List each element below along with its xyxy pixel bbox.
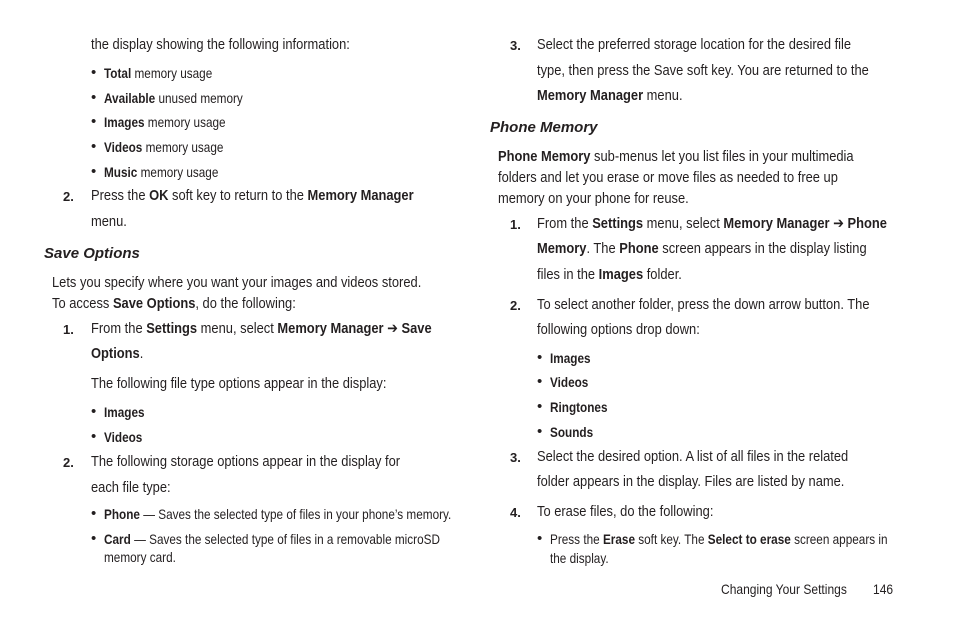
- file-type-images: Images: [104, 404, 145, 420]
- info-item-images: Images memory usage: [104, 114, 226, 130]
- page-number: 146: [873, 581, 894, 597]
- bullet: •: [91, 64, 97, 81]
- pm-step-2-text-cont: following options drop down:: [537, 321, 700, 338]
- bullet: •: [537, 398, 543, 415]
- bullet: •: [91, 428, 97, 445]
- step-number: 1.: [63, 322, 74, 337]
- step-number: 3.: [510, 38, 521, 53]
- step-2-text: Press the OK soft key to return to the Memory Manager: [91, 187, 414, 204]
- step-number: 3.: [510, 450, 521, 465]
- save-options-access: To access Save Options, do the following:: [52, 295, 296, 312]
- save-step-1-text: From the Settings menu, select Memory Manager ➔ Save: [91, 320, 432, 337]
- save-options-desc: Lets you specify where you want your images and videos stored.: [52, 274, 422, 291]
- phone-memory-desc-3: memory on your phone for reuse.: [498, 190, 689, 207]
- step-number: 4.: [510, 505, 521, 520]
- folder-option-sounds: Sounds: [550, 424, 594, 440]
- bullet: •: [537, 373, 543, 390]
- folder-option-ringtones: Ringtones: [550, 399, 608, 415]
- step-number: 2.: [63, 189, 74, 204]
- pm-step-4-text: To erase files, do the following:: [537, 503, 714, 520]
- save-step-3-text-cont: type, then press the Save soft key. You are returned to the: [537, 62, 869, 79]
- folder-option-videos: Videos: [550, 374, 589, 390]
- pm-step-3-text-cont: folder appears in the display. Files are listed by name.: [537, 473, 845, 490]
- info-item-music: Music memory usage: [104, 164, 219, 180]
- bullet: •: [537, 349, 543, 366]
- phone-memory-desc-2: folders and let you erase or move files as needed to free up: [498, 169, 838, 186]
- intro-text: the display showing the following information:: [91, 36, 350, 53]
- bullet: •: [91, 530, 97, 547]
- bullet: •: [537, 530, 543, 547]
- pm-step-1-text-end: files in the Images folder.: [537, 266, 682, 283]
- section-heading-save-options: Save Options: [44, 245, 140, 262]
- section-heading-phone-memory: Phone Memory: [490, 119, 598, 136]
- bullet: •: [91, 403, 97, 420]
- save-step-3-text-end: Memory Manager menu.: [537, 87, 683, 104]
- save-step-1-text-cont: Options.: [91, 345, 144, 362]
- file-type-videos: Videos: [104, 429, 143, 445]
- info-item-total: Total memory usage: [104, 65, 213, 81]
- bullet: •: [91, 138, 97, 155]
- bullet: •: [91, 113, 97, 130]
- info-item-videos: Videos memory usage: [104, 139, 224, 155]
- erase-instruction-cont: the display.: [550, 550, 609, 566]
- storage-option-phone: Phone — Saves the selected type of files in your phone’s memory.: [104, 506, 452, 522]
- pm-step-3-text: Select the desired option. A list of all files in the related: [537, 448, 849, 465]
- bullet: •: [91, 505, 97, 522]
- step-number: 2.: [510, 298, 521, 313]
- step-number: 2.: [63, 455, 74, 470]
- save-step-2-text: The following storage options appear in the display for: [91, 453, 401, 470]
- pm-step-1-text-cont: Memory. The Phone screen appears in the display listing: [537, 240, 867, 257]
- bullet: •: [91, 163, 97, 180]
- storage-option-card: Card — Saves the selected type of files in a removable microSD: [104, 531, 440, 547]
- step-2-text-cont: menu.: [91, 213, 127, 230]
- pm-step-2-text: To select another folder, press the down arrow button. The: [537, 296, 870, 313]
- folder-option-images: Images: [550, 350, 591, 366]
- phone-memory-desc: Phone Memory sub-menus let you list files in your multimedia: [498, 148, 854, 165]
- pm-step-1-text: From the Settings menu, select Memory Manager ➔ Phone: [537, 215, 887, 232]
- file-type-intro: The following file type options appear in the display:: [91, 375, 387, 392]
- erase-instruction: Press the Erase soft key. The Select to erase screen appears in: [550, 531, 888, 547]
- save-step-2-text-cont: each file type:: [91, 479, 171, 496]
- footer-section-title: Changing Your Settings: [721, 581, 847, 597]
- save-step-3-text: Select the preferred storage location for the desired file: [537, 36, 852, 53]
- storage-option-card-cont: memory card.: [104, 549, 176, 565]
- bullet: •: [537, 423, 543, 440]
- info-item-available: Available unused memory: [104, 90, 243, 106]
- bullet: •: [91, 89, 97, 106]
- step-number: 1.: [510, 217, 521, 232]
